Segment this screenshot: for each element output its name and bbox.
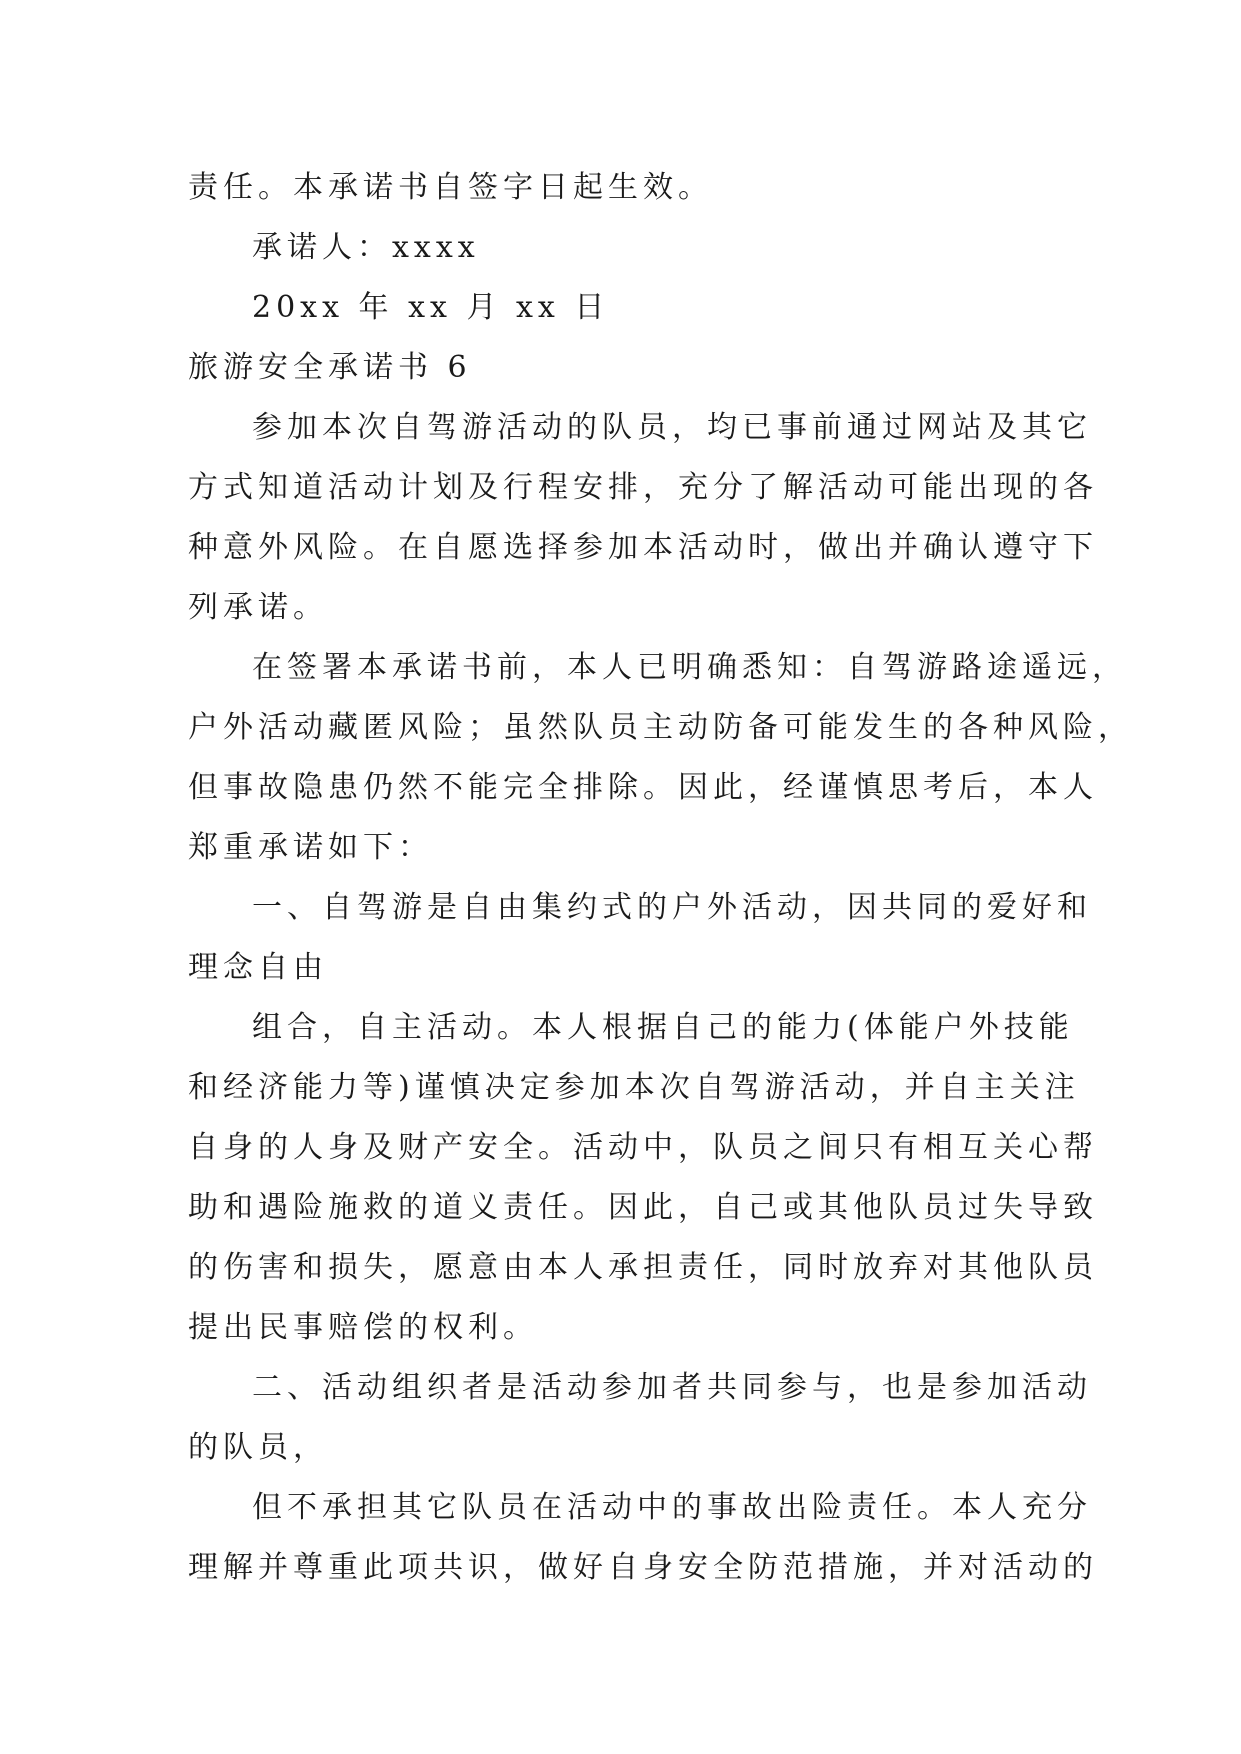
text-line: 自身的人身及财产安全。活动中，队员之间只有相互关心帮	[188, 1130, 1098, 1165]
section-title: 旅游安全承诺书 6	[188, 350, 472, 385]
text-line: 但事故隐患仍然不能完全排除。因此，经谨慎思考后，本人	[188, 770, 1098, 805]
date-line: 20xx 年 xx 月 xx 日	[252, 290, 610, 325]
text-line: 列承诺。	[188, 590, 328, 625]
text-line: 责任。本承诺书自签字日起生效。	[188, 170, 713, 205]
text-line: 参加本次自驾游活动的队员，均已事前通过网站及其它	[252, 410, 1092, 445]
document-body	[188, 158, 1133, 1598]
text-line: 组合，自主活动。本人根据自己的能力(体能户外技能	[252, 1010, 1074, 1045]
text-line: 提出民事赔偿的权利。	[188, 1310, 538, 1345]
text-line: 户外活动藏匿风险；虽然队员主动防备可能发生的各种风险，	[188, 710, 1133, 745]
text-line: 理念自由	[188, 950, 328, 985]
text-line: 种意外风险。在自愿选择参加本活动时，做出并确认遵守下	[188, 530, 1098, 565]
text-line: 的伤害和损失，愿意由本人承担责任，同时放弃对其他队员	[188, 1250, 1098, 1285]
text-line: 但不承担其它队员在活动中的事故出险责任。本人充分	[252, 1490, 1092, 1525]
text-line: 在签署本承诺书前，本人已明确悉知：自驾游路途遥远，	[252, 650, 1127, 685]
text-line: 郑重承诺如下：	[188, 830, 433, 865]
text-line: 的队员，	[188, 1430, 328, 1465]
text-line: 一、自驾游是自由集约式的户外活动，因共同的爱好和	[252, 890, 1092, 925]
text-line: 理解并尊重此项共识，做好自身安全防范措施，并对活动的	[188, 1550, 1098, 1585]
text-line: 助和遇险施救的道义责任。因此，自己或其他队员过失导致	[188, 1190, 1098, 1225]
text-line: 方式知道活动计划及行程安排，充分了解活动可能出现的各	[188, 470, 1098, 505]
signatory-line: 承诺人：xxxx	[252, 230, 480, 265]
text-line: 和经济能力等)谨慎决定参加本次自驾游活动，并自主关注	[188, 1070, 1080, 1105]
text-line: 二、活动组织者是活动参加者共同参与，也是参加活动	[252, 1370, 1092, 1405]
